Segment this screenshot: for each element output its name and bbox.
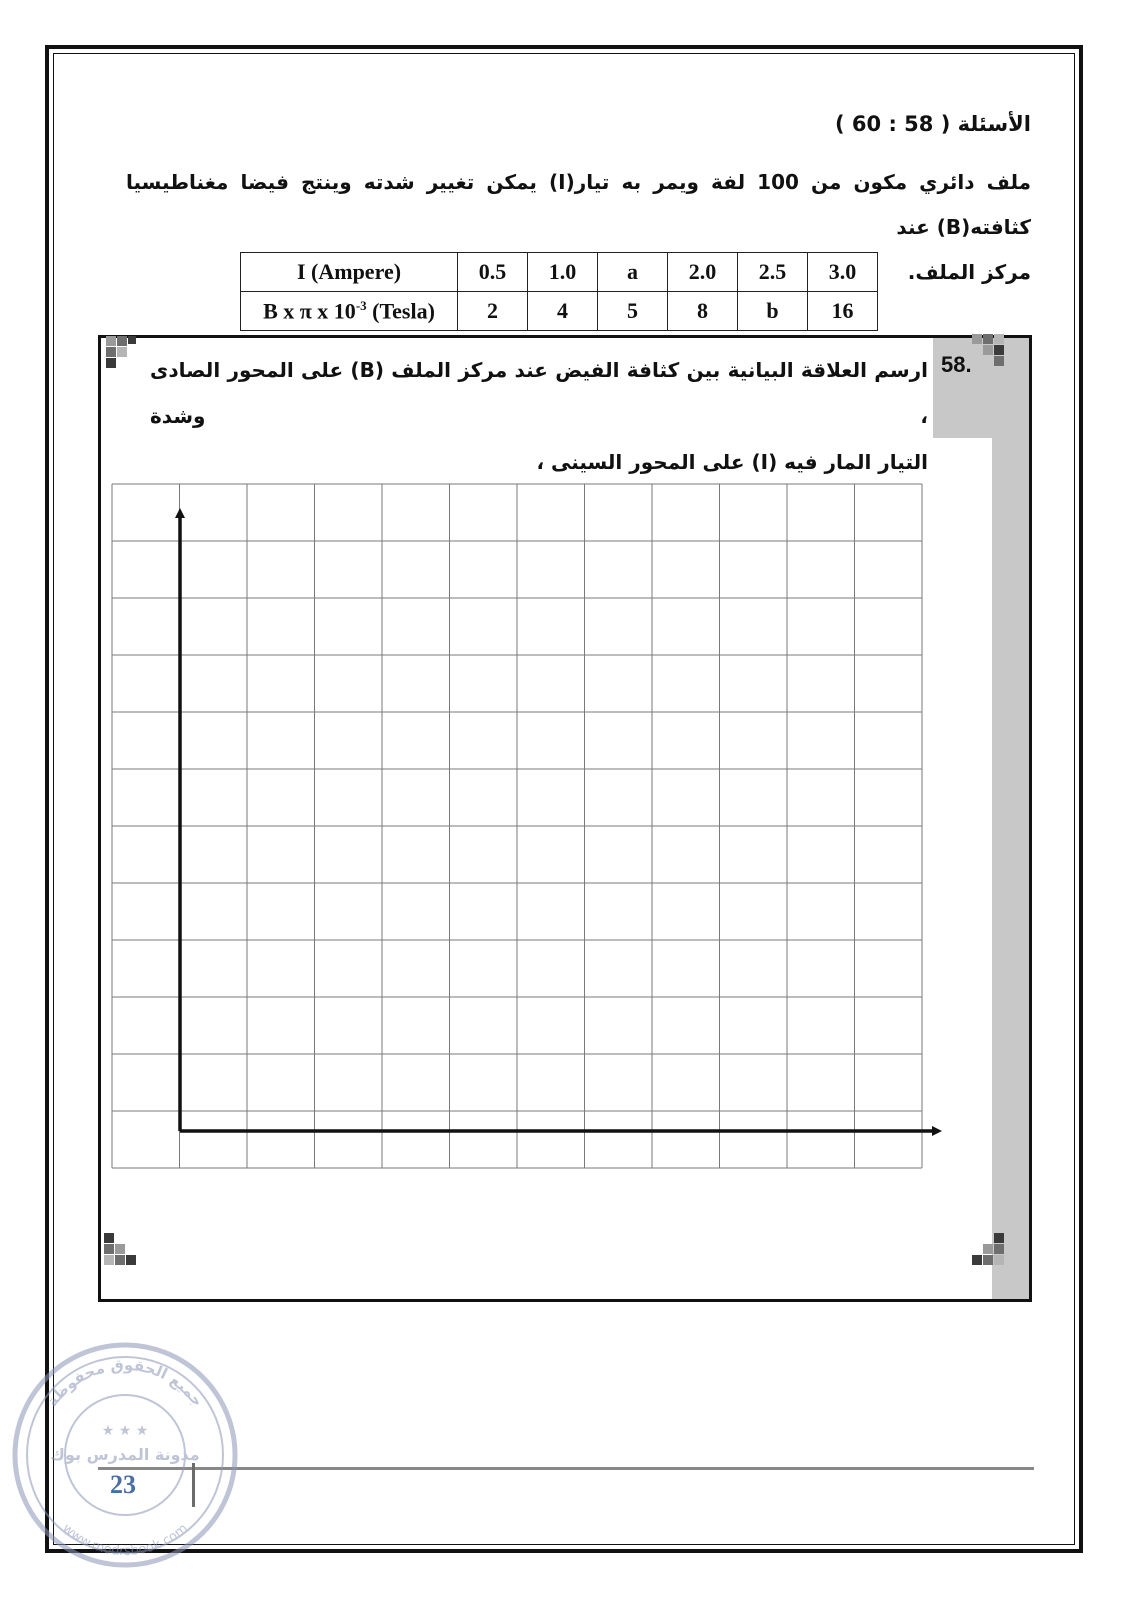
stamp-bottom-text: www.modrsbook.com	[59, 1521, 191, 1560]
question-text-line-2: التيار المار فيه (I) على المحور السينى ،	[536, 450, 928, 474]
flux-density-value: 5	[598, 292, 668, 331]
current-value: 1.0	[528, 253, 598, 292]
flux-density-value: 4	[528, 292, 598, 331]
intro-line-2: مركز الملف.	[907, 260, 1031, 284]
question-text-line-1: ارسم العلاقة البيانية بين كثافة الفيض عند مركز الملف (B) على المحور الصادى ، وشدة	[150, 358, 928, 428]
flux-header-unit: (Tesla)	[366, 298, 435, 324]
flux-header-exponent: -3	[355, 297, 367, 313]
current-value: 3.0	[808, 253, 878, 292]
flux-density-value: 2	[458, 292, 528, 331]
current-value: 0.5	[458, 253, 528, 292]
grid-lines	[112, 484, 922, 1168]
page-number: 23	[110, 1470, 136, 1499]
intro-line-1: ملف دائري مكون من 100 لفة ويمر به تيار(I) يمكن تغيير شدته وينتج فيضا مغناطيسيا كثافته(B) عند	[126, 170, 1031, 239]
stamp-middle-text: مدونة المدرس بوك	[50, 1445, 200, 1464]
flux-header-main: B x π x 10	[263, 298, 356, 324]
flux-density-value: b	[738, 292, 808, 331]
stamp-top-text: جميع الحقوق محفوظة	[43, 1355, 207, 1411]
current-header: I (Ampere)	[241, 253, 458, 292]
current-value: 2.5	[738, 253, 808, 292]
current-value: 2.0	[668, 253, 738, 292]
watermark-stamp	[0, 1330, 250, 1580]
current-value: a	[598, 253, 668, 292]
stamp-star-icon: ★ ★ ★	[101, 1423, 149, 1439]
question-number: 58.	[941, 352, 972, 377]
flux-density-value: 16	[808, 292, 878, 331]
section-heading: الأسئلة ( 58 : 60 )	[834, 112, 1031, 136]
flux-density-value: 8	[668, 292, 738, 331]
